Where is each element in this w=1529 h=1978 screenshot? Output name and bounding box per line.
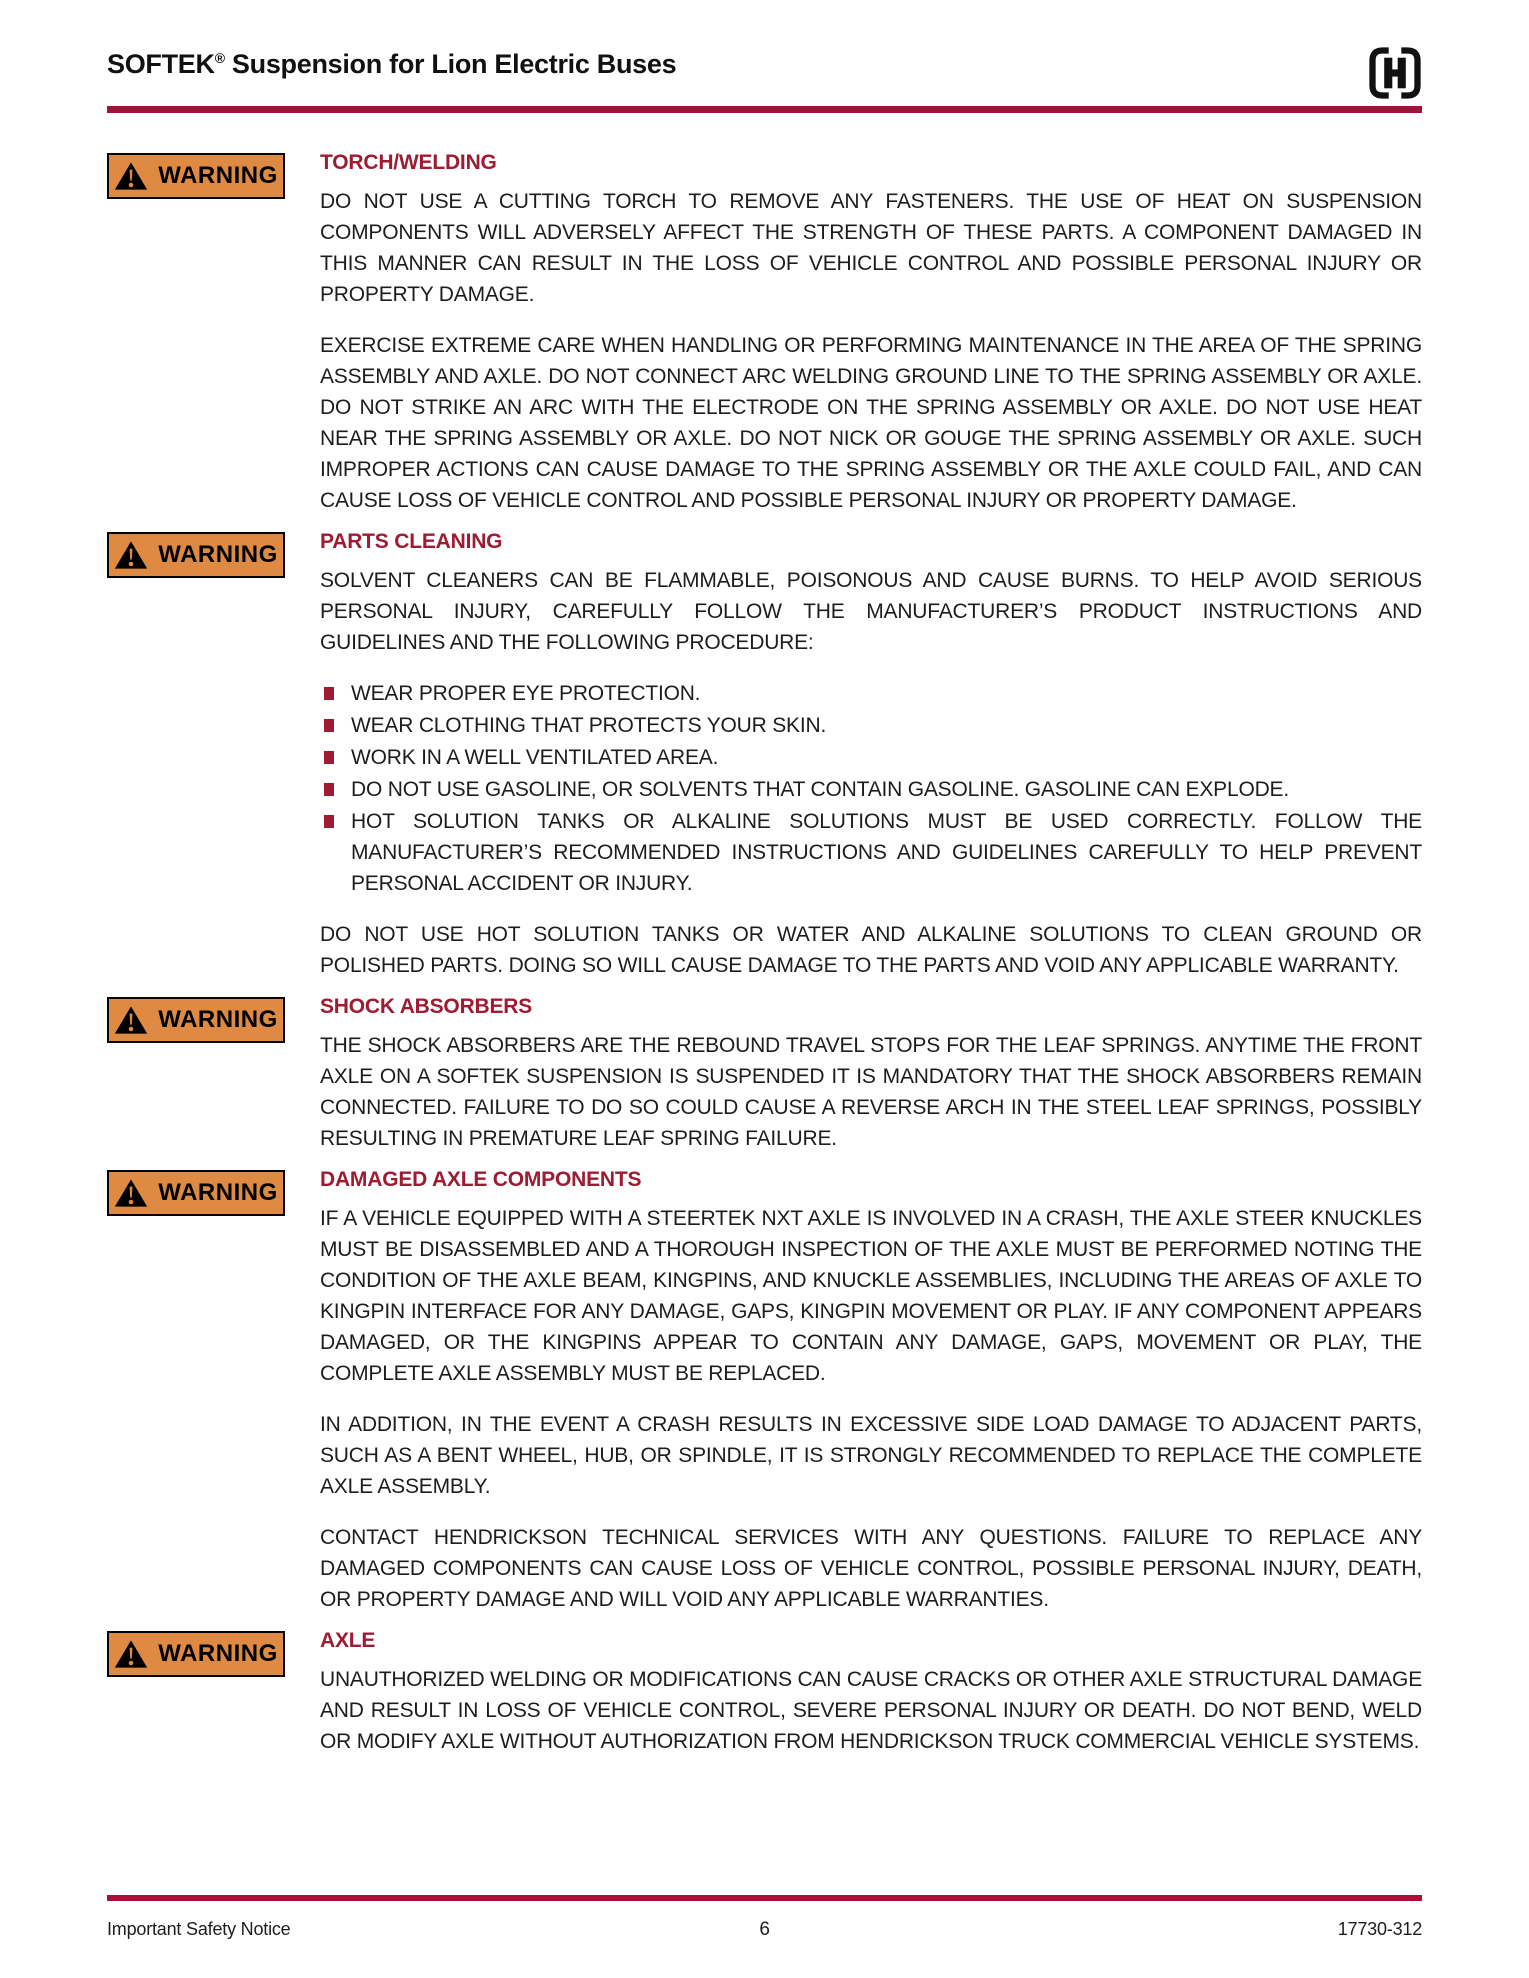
page-title — [107, 49, 676, 80]
bullet-item: WORK IN A WELL VENTILATED AREA. — [320, 742, 1422, 773]
warning-label: WARNING — [158, 1640, 278, 1667]
page-title-rest: Suspension for Lion Electric Buses — [224, 49, 677, 79]
footer-row — [107, 1919, 1422, 1940]
section-parts-cleaning — [107, 530, 1422, 981]
section-content — [320, 1629, 1422, 1757]
registered-trademark-symbol: ® — [214, 50, 225, 66]
hendrickson-logo-icon — [1368, 46, 1422, 100]
section-damaged-axle-components — [107, 1168, 1422, 1615]
warning-label: WARNING — [158, 541, 278, 568]
section-heading: DAMAGED AXLE COMPONENTS — [320, 1168, 642, 1191]
footer — [107, 1895, 1422, 1940]
bullet-list — [320, 678, 1422, 899]
bullet-item: WEAR CLOTHING THAT PROTECTS YOUR SKIN. — [320, 710, 1422, 741]
warning-triangle-icon — [114, 161, 148, 191]
paragraph: THE SHOCK ABSORBERS ARE THE REBOUND TRAVEL STOPS FOR THE LEAF SPRINGS. ANYTIME THE FRONT AXLE ON A SOFTEK SUSPENSION IS SUSPENDED IT IS MANDATORY THAT THE SHOCK ABSORBERS REMAIN CONNECTED. FAILURE TO DO SO COULD CAUSE A REVERSE ARCH IN THE STEEL LEAF SPRINGS, POSSIBLY RESULTING IN PREMATURE LEAF SPRING FAILURE. — [320, 1034, 1422, 1150]
section-axle — [107, 1629, 1422, 1757]
footer-rule — [107, 1895, 1422, 1901]
header-rule — [107, 106, 1422, 113]
bullet-item: WEAR PROPER EYE PROTECTION. — [320, 678, 1422, 709]
badge-column — [107, 151, 320, 199]
section-content — [320, 530, 1422, 981]
paragraph: UNAUTHORIZED WELDING OR MODIFICATIONS CAN CAUSE CRACKS OR OTHER AXLE STRUCTURAL DAMAGE AND RESULT IN LOSS OF VEHICLE CONTROL, SEVERE PERSONAL INJURY OR DEATH. DO NOT BEND, WELD OR MODIFY AXLE WITHOUT AUTHORIZATION FROM HENDRICKSON TRUCK COMMERCIAL VEHICLE SYSTEMS. — [320, 1668, 1422, 1753]
paragraph: DO NOT USE HOT SOLUTION TANKS OR WATER AND ALKALINE SOLUTIONS TO CLEAN GROUND OR POLISHED PARTS. DOING SO WILL CAUSE DAMAGE TO THE PARTS AND VOID ANY APPLICABLE WARRANTY. — [320, 923, 1422, 977]
paragraph: IN ADDITION, IN THE EVENT A CRASH RESULTS IN EXCESSIVE SIDE LOAD DAMAGE TO ADJACENT PARTS, SUCH AS A BENT WHEEL, HUB, OR SPINDLE, IT IS STRONGLY RECOMMENDED TO REPLACE THE COMPLETE AXLE ASSEMBLY. — [320, 1413, 1422, 1498]
warning-label: WARNING — [158, 1179, 278, 1206]
badge-column — [107, 995, 320, 1043]
warning-badge — [107, 997, 285, 1043]
section-heading: SHOCK ABSORBERS — [320, 995, 533, 1018]
warning-badge — [107, 1631, 285, 1677]
paragraph: EXERCISE EXTREME CARE WHEN HANDLING OR PERFORMING MAINTENANCE IN THE AREA OF THE SPRING ASSEMBLY AND AXLE. DO NOT CONNECT ARC WELDING GROUND LINE TO THE SPRING ASSEMBLY OR AXLE. DO NOT STRIKE AN ARC WITH THE ELECTRODE ON THE SPRING ASSEMBLY OR AXLE. DO NOT USE HEAT NEAR THE SPRING ASSEMBLY OR AXLE. DO NOT NICK OR GOUGE THE SPRING ASSEMBLY OR AXLE. SUCH IMPROPER ACTIONS CAN CAUSE DAMAGE TO THE SPRING ASSEMBLY OR THE AXLE COULD FAIL, AND CAN CAUSE LOSS OF VEHICLE CONTROL AND POSSIBLE PERSONAL INJURY OR PROPERTY DAMAGE. — [320, 334, 1422, 512]
section-shock-absorbers — [107, 995, 1422, 1154]
badge-column — [107, 530, 320, 578]
section-heading: TORCH/WELDING — [320, 151, 497, 174]
section-torch-welding — [107, 151, 1422, 516]
warning-badge — [107, 532, 285, 578]
paragraph: CONTACT HENDRICKSON TECHNICAL SERVICES WITH ANY QUESTIONS. FAILURE TO REPLACE ANY DAMAGED COMPONENTS CAN CAUSE LOSS OF VEHICLE CONTROL, POSSIBLE PERSONAL INJURY, DEATH, OR PROPERTY DAMAGE AND WILL VOID ANY APPLICABLE WARRANTIES. — [320, 1526, 1422, 1611]
footer-document-title: Important Safety Notice — [107, 1919, 291, 1939]
main-content — [107, 151, 1422, 1757]
page-title-main: SOFTEK — [107, 49, 215, 79]
warning-label: WARNING — [158, 162, 278, 189]
warning-triangle-icon — [114, 1178, 148, 1208]
paragraph: IF A VEHICLE EQUIPPED WITH A STEERTEK NXT AXLE IS INVOLVED IN A CRASH, THE AXLE STEER KNUCKLES MUST BE DISASSEMBLED AND A THOROUGH INSPECTION OF THE AXLE MUST BE PERFORMED NOTING THE CONDITION OF THE AXLE BEAM, KINGPINS, AND KNUCKLE ASSEMBLIES, INCLUDING THE AREAS OF AXLE TO KINGPIN INTERFACE FOR ANY DAMAGE, GAPS, KINGPIN MOVEMENT OR PLAY. IF ANY COMPONENT APPEARS DAMAGED, OR THE KINGPINS APPEAR TO CONTAIN ANY DAMAGE, GAPS, MOVEMENT OR PLAY, THE COMPLETE AXLE ASSEMBLY MUST BE REPLACED. — [320, 1207, 1422, 1385]
section-heading: AXLE — [320, 1629, 376, 1652]
paragraph: DO NOT USE A CUTTING TORCH TO REMOVE ANY FASTENERS. THE USE OF HEAT ON SUSPENSION COMPONENTS WILL ADVERSELY AFFECT THE STRENGTH OF THESE PARTS. A COMPONENT DAMAGED IN THIS MANNER CAN RESULT IN THE LOSS OF VEHICLE CONTROL AND POSSIBLE PERSONAL INJURY OR PROPERTY DAMAGE. — [320, 190, 1422, 306]
warning-label: WARNING — [158, 1006, 278, 1033]
warning-triangle-icon — [114, 540, 148, 570]
section-heading: PARTS CLEANING — [320, 530, 503, 553]
section-content — [320, 151, 1422, 516]
warning-badge — [107, 153, 285, 199]
bullet-item: HOT SOLUTION TANKS OR ALKALINE SOLUTIONS MUST BE USED CORRECTLY. FOLLOW THE MANUFACTURER’S RECOMMENDED INSTRUCTIONS AND GUIDELINES CAREFULLY TO HELP PREVENT PERSONAL ACCIDENT OR INJURY. — [320, 806, 1422, 899]
footer-document-number: 17730-312 — [1337, 1919, 1422, 1939]
section-content — [320, 1168, 1422, 1615]
warning-triangle-icon — [114, 1639, 148, 1669]
badge-column — [107, 1629, 320, 1677]
warning-badge — [107, 1170, 285, 1216]
section-content — [320, 995, 1422, 1154]
bullet-item: DO NOT USE GASOLINE, OR SOLVENTS THAT CONTAIN GASOLINE. GASOLINE CAN EXPLODE. — [320, 774, 1422, 805]
footer-page-number: 6 — [759, 1919, 770, 1940]
warning-triangle-icon — [114, 1005, 148, 1035]
header — [107, 0, 1422, 106]
badge-column — [107, 1168, 320, 1216]
paragraph: SOLVENT CLEANERS CAN BE FLAMMABLE, POISONOUS AND CAUSE BURNS. TO HELP AVOID SERIOUS PERSONAL INJURY, CAREFULLY FOLLOW THE MANUFACTURER’S PRODUCT INSTRUCTIONS AND GUIDELINES AND THE FOLLOWING PROCEDURE: — [320, 569, 1422, 654]
